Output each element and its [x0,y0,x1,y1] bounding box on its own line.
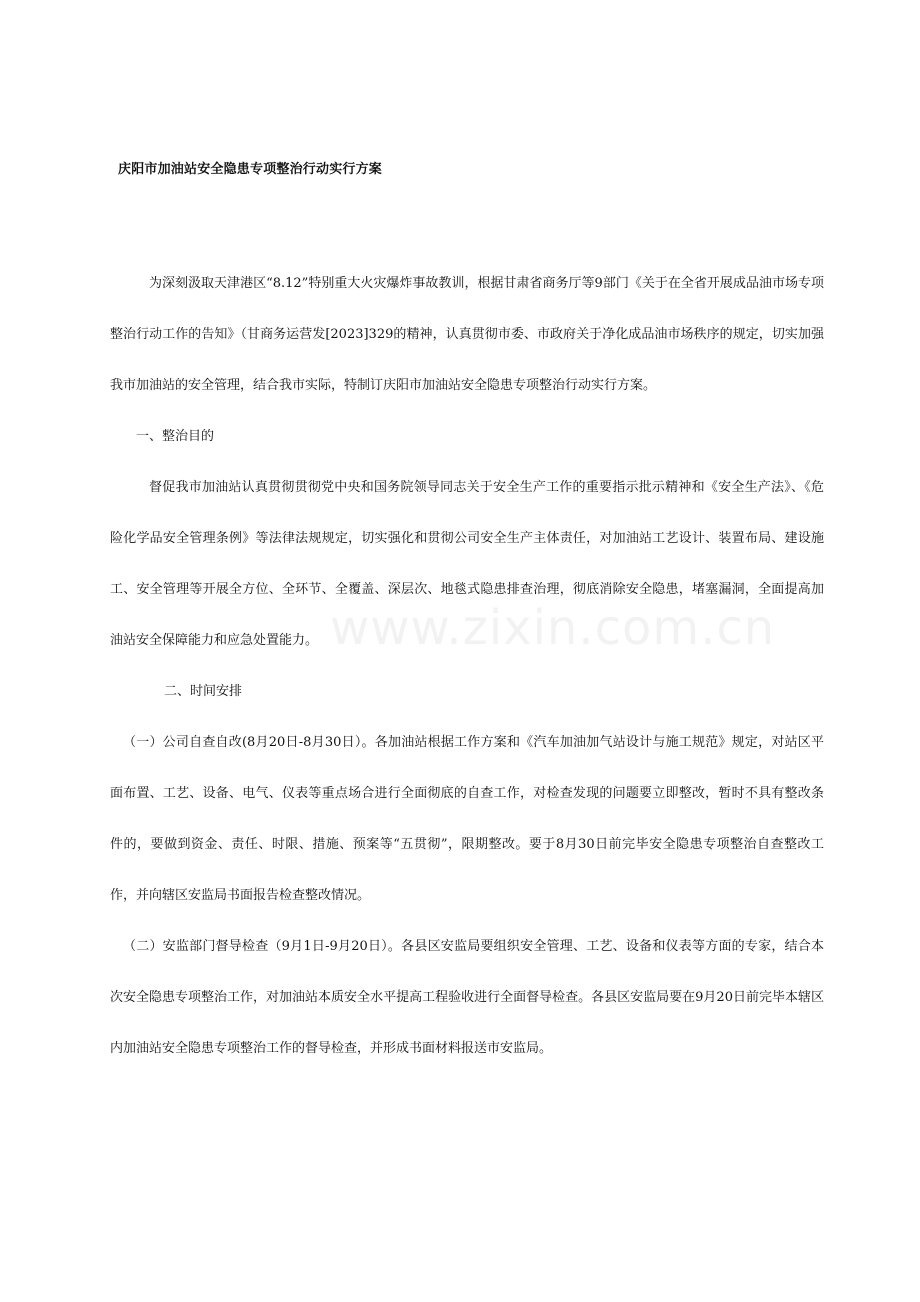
document-title: 庆阳市加油站安全隐患专项整治行动实行方案 [118,162,383,177]
section-heading-purpose: 一、整治目的 [136,429,215,444]
watermark-text: www.zixin.com.cn [330,600,776,656]
purpose-paragraph: 督促我市加油站认真贯彻贯彻党中央和国务院领导同志关于安全生产工作的重要指示批示精神和《安全生产法》、《危险化学品安全管理条例》等法律法规规定，切实强化和贯彻公司安全生产主体责任，对加油站工艺设计、装置布局、建设施工、安全管理等开展全方位、全环节、全覆盖、深层次、地毯式隐患排查治理，彻底消除安全隐患，堵塞漏洞，全面提高加油站安全保障能力和应急处置能力。 [110,480,824,648]
schedule-item-self-check: （一）公司自查自改(8月20日-8月30日）。各加油站根据工作方案和《汽车加油加气站设计与施工规范》规定，对站区平面布置、工艺、设备、电气、仪表等重点场合进行全面彻底的自查工作，对检查发现的问题要立即整改，暂时不具有整改条件的，要做到资金、责任、时限、措施、预案等“五贯彻”，限期整改。要于8月30日前完毕安全隐患专项整治自查整改工作，并向辖区安监局书面报告检查整改情况。 [110,735,824,903]
document-body [110,258,824,1074]
schedule-item-inspection: （二）安监部门督导检查（9月1日-9月20日）。各县区安监局要组织安全管理、工艺、设备和仪表等方面的专家，结合本次安全隐患专项整治工作，对加油站本质安全水平提高工程验收进行全面督导检查。各县区安监局要在9月20日前完毕本辖区内加油站安全隐患专项整治工作的督导检查，并形成书面材料报送市安监局。 [110,939,824,1056]
intro-paragraph: 为深刻汲取天津港区“8.12”特别重大火灾爆炸事故教训，根据甘肃省商务厅等9部门《关于在全省开展成品油市场专项整治行动工作的告知》（甘商务运营发[2023]329的精神，认真贯彻市委、市政府关于净化成品油市场秩序的规定，切实加强我市加油站的安全管理，结合我市实际，特制订庆阳市加油站安全隐患专项整治行动实行方案。 [110,276,824,393]
section-heading-schedule: 二、时间安排 [164,684,243,699]
